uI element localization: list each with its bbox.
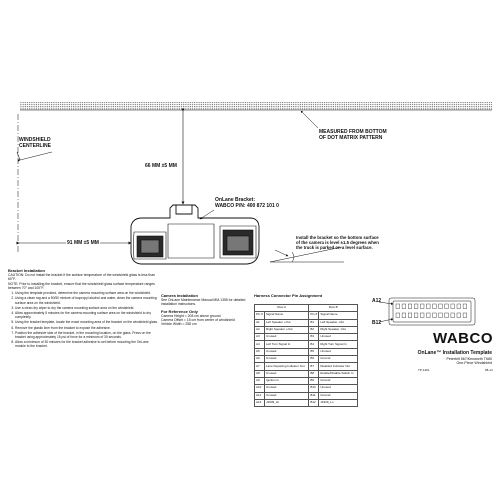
table-row	[255, 319, 358, 326]
connector-a12-label: A12	[372, 298, 382, 304]
signal-cell: Ground	[319, 392, 358, 399]
footer-right: 08-14	[485, 368, 493, 372]
pin-cell: A12	[255, 399, 265, 406]
step-item: 8. Allow a minimum of 30 minutes for the bracket adhesive to set before mounting the OnLane module to the bracket.	[15, 340, 158, 348]
connector-pin	[463, 304, 467, 309]
step-item: 7. Position the adhesive side of the bracket, in the mounting location, on the glass. Press on the bracket using approximately 15 psi of force for a minimum of 30 seconds.	[15, 331, 158, 339]
bracket-part-number: WABCO P/N: 400 872 101 0	[215, 203, 279, 209]
table-row	[255, 377, 358, 384]
step-item: 5. Using the bracket template, locate the exact mounting area of the bracket on the windshield glass.	[15, 320, 158, 324]
pin-cell: B2	[309, 326, 319, 333]
table-row	[255, 348, 358, 355]
connector-pin	[457, 313, 461, 318]
step-item: 6. Remove the plastic liner from the bracket to expose the adhesive.	[15, 326, 158, 330]
signal-cell: Right Turn Signal In	[319, 341, 358, 348]
signal-cell: Unused	[265, 370, 309, 377]
pin-cell: A7	[255, 363, 265, 370]
table-header-row	[255, 312, 358, 319]
wabco-logo: WABCO	[433, 330, 493, 347]
signal-cell: Unused	[319, 334, 358, 341]
signal-cell: Unused	[265, 348, 309, 355]
caution-text: CAUTION: Do not install the bracket if the surface temperature of the windshield glass is less than 60°F.	[8, 273, 155, 282]
connector-pin	[445, 313, 449, 318]
table-row	[255, 356, 358, 363]
harness-title: Harness Connector Pin Assignment	[254, 293, 323, 298]
signal-cell: J1939_Lo	[319, 399, 358, 406]
bracket-installation-title: Bracket Installation	[8, 268, 45, 273]
step-item: 4. Allow approximately 5 minutes for the camera mounting surface area on the windshield to dry completely.	[15, 311, 158, 319]
connector-pin	[427, 304, 431, 309]
step-item: 3. Use a clean dry wiper to dry the camera mounting surface area on the windshield.	[15, 306, 158, 310]
signal-col-header: Signal Name	[319, 312, 358, 319]
table-row	[255, 399, 358, 406]
connector-pin	[402, 304, 406, 309]
signal-col-header: Signal Name	[265, 312, 309, 319]
vertical-dimension-label: 66 MM ±5 MM	[145, 163, 177, 169]
connector-pin	[463, 313, 467, 318]
reference-line: Camera Offset = 15 cm from center of windshield	[161, 317, 235, 322]
camera-installation-title: Camera Installation	[161, 293, 198, 298]
table-row	[255, 370, 358, 377]
pin-cell: A11	[255, 392, 265, 399]
bracket-installation-section	[8, 268, 158, 350]
connector-pin	[420, 313, 424, 318]
connector-b12-label: B12	[372, 320, 382, 326]
signal-cell: Unused	[265, 334, 309, 341]
table-row	[255, 385, 358, 392]
left-mount	[134, 232, 167, 259]
harness-pin-table	[254, 304, 358, 407]
connector-pin	[427, 313, 431, 318]
connector-pin	[420, 304, 424, 309]
signal-cell: Right Speaker +Out	[265, 326, 309, 333]
connector-pin	[451, 304, 455, 309]
pin-cell: B12	[309, 399, 319, 406]
signal-cell: Unused	[319, 385, 358, 392]
pin-cell: B4	[309, 341, 319, 348]
windshield-centerline-label: WINDSHIELD CENTERLINE	[19, 137, 51, 149]
signal-cell: Left Turn Signal In	[265, 341, 309, 348]
template-title: OnLane™ Installation Template	[417, 350, 492, 356]
pin-cell: A1	[255, 319, 265, 326]
connector-pin	[433, 304, 437, 309]
step-item: 1. Using the template provided, determine the camera mounting surface area on the windshield.	[15, 291, 158, 295]
connector-pin	[396, 313, 400, 318]
connector-pin	[433, 313, 437, 318]
table-row	[255, 341, 358, 348]
connector-pin	[408, 313, 412, 318]
pin-cell: A8	[255, 370, 265, 377]
pin-col-header: Pin #	[309, 312, 319, 319]
installation-steps	[8, 291, 158, 348]
measured-from-label: MEASURED FROM BOTTOM OF DOT MATRIX PATTERN	[319, 129, 387, 141]
pin-cell: A4	[255, 341, 265, 348]
signal-cell: Left Speaker -Out	[319, 319, 358, 326]
signal-cell: Lane Departing Indicator Out	[265, 363, 309, 370]
connector-pin	[439, 313, 443, 318]
signal-cell: Unused	[319, 348, 358, 355]
table-row	[255, 363, 358, 370]
connector-pin	[402, 313, 406, 318]
pin-cell: B8	[309, 370, 319, 377]
connector-pin	[414, 313, 418, 318]
signal-cell: Unused	[265, 356, 309, 363]
windshield-type: One-Piece Windshield	[456, 361, 492, 366]
signal-cell: Unused	[265, 385, 309, 392]
table-row	[255, 392, 358, 399]
connector-pin	[451, 313, 455, 318]
connector-pins	[396, 304, 467, 318]
connector-pin	[396, 304, 400, 309]
right-mount	[220, 226, 256, 258]
pin-cell: B7	[309, 363, 319, 370]
pin-cell: A9	[255, 377, 265, 384]
dot-matrix-band	[20, 102, 492, 110]
row-a-header: Row A	[255, 305, 309, 312]
pin-col-header: Pin #	[255, 312, 265, 319]
pin-cell: A10	[255, 385, 265, 392]
signal-cell: Ground	[319, 356, 358, 363]
harness-connector	[379, 298, 475, 325]
pin-cell: B3	[309, 334, 319, 341]
signal-cell: J1939_Hi	[265, 399, 309, 406]
signal-cell: Unused	[265, 392, 309, 399]
windshield-leader	[20, 152, 52, 160]
pin-cell: A2	[255, 326, 265, 333]
pin-cell: B11	[309, 392, 319, 399]
pin-cell: B1	[309, 319, 319, 326]
reference-line: Camera Height = 208 cm above ground	[161, 313, 221, 318]
connector-pin	[445, 304, 449, 309]
pin-cell: B9	[309, 377, 319, 384]
pin-cell: B6	[309, 356, 319, 363]
pin-cell: B10	[309, 385, 319, 392]
signal-cell: Left Speaker +Out	[265, 319, 309, 326]
pin-cell: A5	[255, 348, 265, 355]
connector-pin	[439, 304, 443, 309]
bracket-title: OnLane Bracket:	[215, 197, 256, 203]
table-row	[255, 326, 358, 333]
note-text: NOTE: Prior to installing the bracket, ensure that the windshield glass surface temperature ranges between 70° and 100°F.	[8, 281, 155, 290]
horizontal-dimension-label: 91 MM ±5 MM	[67, 240, 99, 246]
signal-cell: Disabled Indicator Out	[319, 363, 358, 370]
signal-cell: Ground	[319, 377, 358, 384]
signal-cell: Right Speaker -Out	[319, 326, 358, 333]
pin-cell: B5	[309, 348, 319, 355]
dot-matrix-leader	[301, 111, 318, 128]
footer-left: TP-1461	[418, 368, 430, 372]
centerline-marker	[17, 152, 20, 160]
vehicle-model: Peterbilt 567/Kenworth T680	[446, 356, 492, 361]
level-install-note: Install the bracket so the bottom surface of the camera is level ±1.5 degrees when the truck is parked on a level surface.	[296, 235, 379, 251]
connector-pin	[408, 304, 412, 309]
brand-block	[400, 350, 492, 366]
pin-cell: A6	[255, 356, 265, 363]
connector-pin	[414, 304, 418, 309]
reference-title: For Reference Only	[161, 308, 198, 314]
table-header-row	[255, 305, 358, 312]
pin-cell: A3	[255, 334, 265, 341]
signal-cell: Enable/Disable Switch In	[319, 370, 358, 377]
signal-cell: Ignition In	[265, 377, 309, 384]
step-item: 2. Using a clean rag and a 50/50 mixture of isopropyl alcohol and water, clean the camera mounting surface area on the windshield.	[15, 296, 158, 304]
reference-line: Vehicle Width = 258 cm	[161, 322, 197, 327]
table-row	[255, 334, 358, 341]
connector-pin	[457, 304, 461, 309]
camera-installation-text: See OnLane Maintenance Manual MM-1355 for detailed installation instructions.	[161, 298, 246, 307]
camera-installation-section	[161, 293, 249, 326]
row-b-header: Row B	[309, 305, 358, 312]
